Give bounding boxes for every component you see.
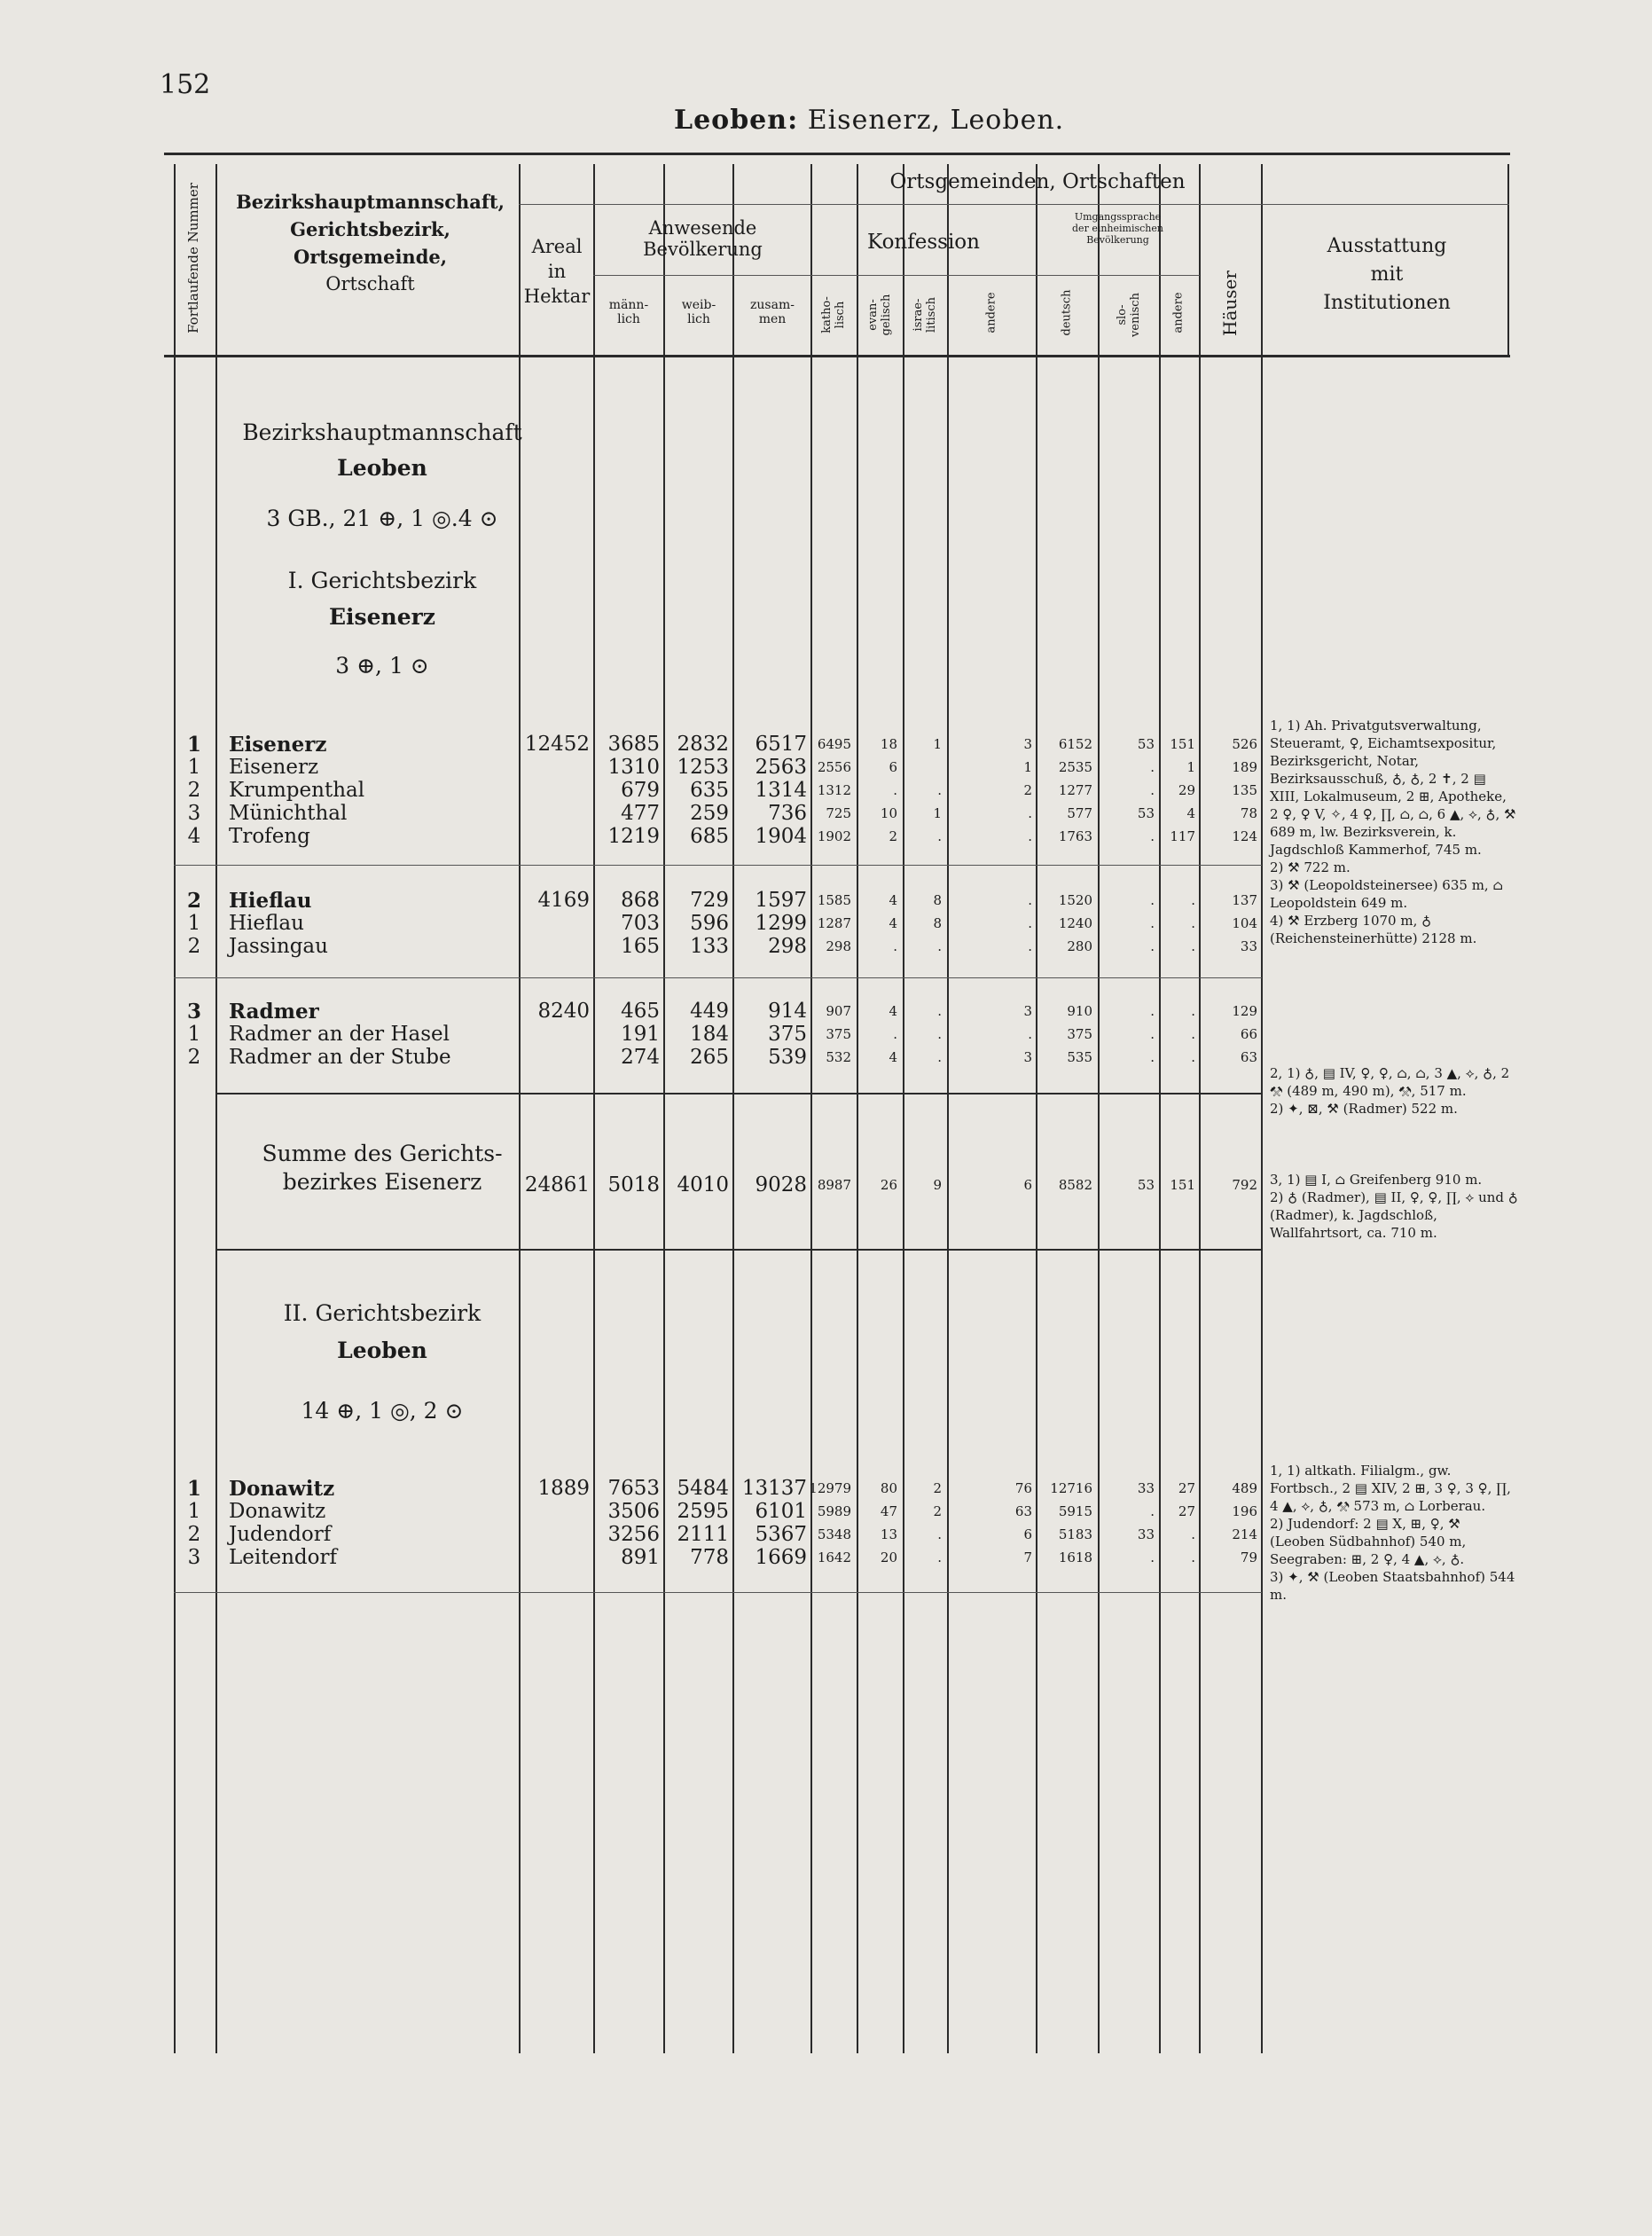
place-name: Radmer an der Stube bbox=[229, 1046, 451, 1069]
institutions-block-3: 3, 1) ▤ I, ⌂ Greifenberg 910 m. 2) ♁ (Radmer), ▤ II, ♀, ♀, ∏, ⟡ und ♁ (Radmer), k. Jagdschloß, Wallfahrtsort, ca. 710 m. bbox=[1270, 1172, 1518, 1241]
header-haeuser: Häuser bbox=[1219, 271, 1241, 336]
cell-areal: 24861 bbox=[524, 1173, 590, 1196]
gb2-title: II. Gerichtsbezirk bbox=[283, 1300, 482, 1326]
cell-and2: . bbox=[1191, 1526, 1195, 1542]
gb2-name: Leoben bbox=[337, 1338, 427, 1363]
col-rule bbox=[215, 164, 217, 2053]
col-rule bbox=[903, 164, 904, 2053]
cell-isr: 8 bbox=[933, 915, 942, 931]
header-bezirk-line4: Ortschaft bbox=[325, 273, 415, 294]
cell-w: 4010 bbox=[677, 1173, 729, 1196]
cell-w: 596 bbox=[690, 912, 729, 935]
cell-de: 12716 bbox=[1050, 1480, 1092, 1496]
header-katholisch: katho- lisch bbox=[820, 296, 847, 333]
row-number: 1 bbox=[187, 756, 201, 779]
header-andere2: andere bbox=[1171, 292, 1186, 333]
cell-isr: 1 bbox=[933, 805, 942, 821]
cell-kath: 298 bbox=[826, 938, 851, 954]
cell-kath: 12979 bbox=[809, 1480, 851, 1496]
cell-m: 1310 bbox=[607, 756, 660, 779]
cell-h: 189 bbox=[1232, 759, 1257, 775]
cell-h: 104 bbox=[1232, 915, 1257, 931]
cell-areal: 4169 bbox=[537, 889, 590, 912]
cell-isr: . bbox=[937, 782, 942, 798]
cell-slo: . bbox=[1150, 915, 1155, 931]
cell-z: 375 bbox=[768, 1023, 807, 1046]
cell-w: 635 bbox=[690, 779, 729, 802]
cell-and: 76 bbox=[1014, 1480, 1032, 1496]
header-zusammen: zusam- men bbox=[750, 298, 795, 327]
cell-slo: . bbox=[1150, 759, 1155, 775]
running-head bbox=[674, 105, 1064, 136]
col-rule bbox=[732, 164, 734, 2053]
cell-ev: 4 bbox=[889, 1049, 897, 1065]
cell-ev: 20 bbox=[880, 1550, 897, 1565]
cell-slo: . bbox=[1150, 1003, 1155, 1019]
cell-isr: . bbox=[937, 1526, 942, 1542]
cell-kath: 5348 bbox=[817, 1526, 851, 1542]
cell-and2: 151 bbox=[1170, 1177, 1195, 1193]
col-rule bbox=[593, 164, 595, 2053]
cell-ev: . bbox=[893, 938, 897, 954]
cell-kath: 1287 bbox=[817, 915, 851, 931]
cell-de: 2535 bbox=[1058, 759, 1092, 775]
cell-kath: 5989 bbox=[817, 1503, 851, 1519]
bh-name: Leoben bbox=[337, 455, 427, 481]
row-number: 4 bbox=[187, 825, 201, 848]
cell-de: 577 bbox=[1067, 805, 1092, 821]
cell-slo: . bbox=[1150, 1026, 1155, 1042]
header-slovenisch: slo- venisch bbox=[1116, 293, 1142, 337]
cell-and: 3 bbox=[1023, 1003, 1032, 1019]
cell-h: 63 bbox=[1240, 1049, 1257, 1065]
cell-de: 1763 bbox=[1058, 828, 1092, 844]
cell-z: 1597 bbox=[755, 889, 807, 912]
cell-z: 1669 bbox=[755, 1546, 807, 1569]
header-bottom-rule bbox=[164, 355, 1510, 357]
cell-w: 184 bbox=[690, 1023, 729, 1046]
cell-and: . bbox=[1028, 805, 1032, 821]
row-number: 1 bbox=[186, 1477, 201, 1501]
cell-isr: 8 bbox=[933, 892, 942, 908]
cell-and2: 1 bbox=[1186, 759, 1195, 775]
cell-isr: . bbox=[937, 1049, 942, 1065]
row-number: 1 bbox=[187, 912, 201, 935]
cell-de: 1520 bbox=[1058, 892, 1092, 908]
cell-z: 914 bbox=[768, 1000, 807, 1023]
cell-isr: 2 bbox=[933, 1480, 942, 1496]
col-rule bbox=[1098, 164, 1100, 2053]
place-name: Donawitz bbox=[229, 1500, 326, 1523]
cell-h: 792 bbox=[1232, 1177, 1257, 1193]
cell-and2: 27 bbox=[1178, 1503, 1195, 1519]
col-rule bbox=[174, 164, 176, 2053]
cell-ev: 26 bbox=[880, 1177, 897, 1193]
bh-title: Bezirkshauptmannschaft bbox=[242, 420, 522, 445]
group-rule bbox=[174, 1592, 1262, 1593]
header-maennlich: männ- lich bbox=[608, 298, 649, 327]
cell-w: 449 bbox=[690, 1000, 729, 1023]
cell-and: 6 bbox=[1023, 1177, 1032, 1193]
cell-m: 3685 bbox=[607, 733, 660, 756]
cell-slo: . bbox=[1150, 782, 1155, 798]
cell-ev: 6 bbox=[889, 759, 897, 775]
header-fortlaufende: Fortlaufende Nummer bbox=[185, 183, 201, 333]
cell-ev: 80 bbox=[880, 1480, 897, 1496]
cell-and2: . bbox=[1191, 1003, 1195, 1019]
cell-w: 265 bbox=[690, 1046, 729, 1069]
header-andere1: andere bbox=[984, 292, 998, 333]
row-number: 1 bbox=[187, 1500, 201, 1523]
col-rule bbox=[663, 164, 665, 2053]
cell-m: 3256 bbox=[607, 1523, 660, 1546]
cell-and2: 151 bbox=[1170, 736, 1195, 752]
cell-z: 6517 bbox=[755, 733, 807, 756]
row-number: 2 bbox=[187, 779, 201, 802]
cell-h: 66 bbox=[1240, 1026, 1257, 1042]
row-number: 3 bbox=[187, 802, 201, 825]
header-evangelisch: evan- gelisch bbox=[866, 294, 893, 336]
group-rule bbox=[174, 865, 1262, 866]
header-rule bbox=[519, 204, 1509, 205]
cell-and2: 29 bbox=[1178, 782, 1195, 798]
cell-m: 868 bbox=[621, 889, 660, 912]
cell-and2: . bbox=[1191, 1049, 1195, 1065]
col-rule bbox=[1261, 164, 1263, 2053]
page-number: 152 bbox=[160, 69, 211, 100]
cell-h: 129 bbox=[1232, 1003, 1257, 1019]
cell-z: 9028 bbox=[755, 1173, 807, 1196]
cell-h: 79 bbox=[1240, 1550, 1257, 1565]
cell-h: 124 bbox=[1232, 828, 1257, 844]
header-umgangssprache: Umgangssprache der einheimischen Bevölkerung bbox=[1072, 211, 1163, 246]
cell-and2: . bbox=[1191, 915, 1195, 931]
cell-m: 274 bbox=[621, 1046, 660, 1069]
col-rule bbox=[810, 164, 812, 2053]
cell-z: 5367 bbox=[755, 1523, 807, 1546]
cell-slo: 53 bbox=[1137, 805, 1155, 821]
cell-kath: 1585 bbox=[817, 892, 851, 908]
header-israelitisch: israe- litisch bbox=[912, 296, 938, 333]
cell-slo: . bbox=[1150, 938, 1155, 954]
cell-m: 5018 bbox=[607, 1173, 660, 1196]
col-rule bbox=[1159, 164, 1161, 2053]
row-number: 1 bbox=[187, 1023, 201, 1046]
cell-w: 778 bbox=[690, 1546, 729, 1569]
cell-z: 2563 bbox=[755, 756, 807, 779]
cell-ev: . bbox=[893, 1026, 897, 1042]
cell-and2: . bbox=[1191, 1550, 1195, 1565]
institutions-block-4: 1, 1) altkath. Filialgm., gw. Fortbsch., 2 ▤ XIV, 2 ⊞, 3 ♀, 3 ♀, ∏, 4 ▲, ⟡, ♁, ⚒ 573 m, ⌂ Lorberau. 2) Judendorf: 2 ▤ X, ⊞, ♀, ⚒ (Leoben Südbahnhof) 540 m, Seegraben: ⊞, 2 ♀, 4 ▲, ⟡, ♁. 3) ✦, ⚒ (Leoben Staatsbahnhof) 544 m. bbox=[1270, 1463, 1515, 1603]
header-deutsch: deutsch bbox=[1060, 289, 1074, 336]
cell-kath: 375 bbox=[826, 1026, 851, 1042]
cell-isr: . bbox=[937, 828, 942, 844]
cell-w: 259 bbox=[690, 802, 729, 825]
institutions-block-1: 1, 1) Ah. Privatgutsverwaltung, Steueramt, ♀, Eichamtsexpositur, Bezirksgericht, Notar, Bezirksausschuß, ♁, ♁, 2 ✝, 2 ▤ XIII, Lokalmuseum, 2 ⊞, Apotheke, 2 ♀, ♀ V, ✧, 4 ♀, ∏, ⌂, ⌂, 6 ▲, ⟡, ♁, ⚒ 689 m, lw. Bezirksverein, k. Jagdschloß Kammerhof, 745 m. 2) ⚒ 722 m. 3) ⚒ (Leopoldsteinersee) 635 m, ⌂ Leopoldstein 649 m. 4) ⚒ Erzberg 1070 m, ♁ (Reichensteinerhütte) 2128 m. bbox=[1270, 718, 1516, 946]
place-name: Münichthal bbox=[229, 802, 348, 825]
header-ortsgemeinden: Ortsgemeinden, Ortschaften bbox=[889, 170, 1186, 193]
header-rule bbox=[810, 275, 1037, 276]
cell-z: 298 bbox=[768, 935, 807, 958]
header-bezirk-line3: Ortsgemeinde, bbox=[293, 246, 448, 268]
cell-h: 137 bbox=[1232, 892, 1257, 908]
gb1-name: Eisenerz bbox=[329, 604, 435, 630]
cell-de: 535 bbox=[1067, 1049, 1092, 1065]
cell-slo: 33 bbox=[1137, 1526, 1155, 1542]
cell-z: 1314 bbox=[755, 779, 807, 802]
cell-de: 375 bbox=[1067, 1026, 1092, 1042]
place-name: Leitendorf bbox=[229, 1546, 337, 1569]
cell-slo: 33 bbox=[1137, 1480, 1155, 1496]
cell-z: 1904 bbox=[755, 825, 807, 848]
col-rule bbox=[1199, 164, 1201, 2053]
cell-slo: . bbox=[1150, 892, 1155, 908]
summe-line2: bezirkes Eisenerz bbox=[282, 1169, 482, 1195]
cell-h: 526 bbox=[1232, 736, 1257, 752]
cell-m: 703 bbox=[621, 912, 660, 935]
cell-m: 891 bbox=[621, 1546, 660, 1569]
col-rule bbox=[519, 164, 521, 2053]
place-name: Eisenerz bbox=[229, 756, 319, 779]
cell-w: 2111 bbox=[677, 1523, 729, 1546]
cell-de: 6152 bbox=[1058, 736, 1092, 752]
cell-m: 1219 bbox=[607, 825, 660, 848]
cell-de: 5183 bbox=[1058, 1526, 1092, 1542]
group-rule bbox=[174, 977, 1262, 978]
cell-kath: 1642 bbox=[817, 1550, 851, 1565]
cell-isr: . bbox=[937, 1550, 942, 1565]
place-name: Hieflau bbox=[229, 912, 304, 935]
cell-and2: . bbox=[1191, 938, 1195, 954]
cell-ev: . bbox=[893, 782, 897, 798]
cell-h: 489 bbox=[1232, 1480, 1257, 1496]
header-konfession: Konfession bbox=[867, 231, 980, 254]
cell-h: 196 bbox=[1232, 1503, 1257, 1519]
header-rule bbox=[593, 275, 811, 276]
table-row bbox=[0, 1000, 1652, 1024]
cell-and: 3 bbox=[1023, 1049, 1032, 1065]
cell-slo: 53 bbox=[1137, 736, 1155, 752]
cell-kath: 725 bbox=[826, 805, 851, 821]
cell-ev: 13 bbox=[880, 1526, 897, 1542]
cell-and: 3 bbox=[1023, 736, 1032, 752]
place-name: Radmer an der Hasel bbox=[229, 1023, 450, 1046]
cell-w: 1253 bbox=[677, 756, 729, 779]
cell-isr: 1 bbox=[933, 736, 942, 752]
cell-and: . bbox=[1028, 828, 1032, 844]
table-row bbox=[0, 1023, 1652, 1047]
row-number: 2 bbox=[187, 935, 201, 958]
running-head-bold: Leoben: bbox=[674, 105, 799, 136]
cell-and: . bbox=[1028, 915, 1032, 931]
cell-and: 2 bbox=[1023, 782, 1032, 798]
cell-and2: . bbox=[1191, 1026, 1195, 1042]
place-name: Trofeng bbox=[229, 825, 310, 848]
place-name: Eisenerz bbox=[229, 733, 327, 757]
gb1-summary: 3 ⊕, 1 ⊙ bbox=[335, 653, 429, 679]
cell-and: . bbox=[1028, 938, 1032, 954]
place-name: Donawitz bbox=[229, 1477, 335, 1501]
summe-line1: Summe des Gerichts- bbox=[262, 1141, 503, 1166]
cell-m: 7653 bbox=[607, 1477, 660, 1500]
cell-isr: . bbox=[937, 1026, 942, 1042]
gb1-title: I. Gerichtsbezirk bbox=[287, 568, 477, 593]
place-name: Jassingau bbox=[229, 935, 328, 958]
running-head-rest: Eisenerz, Leoben. bbox=[807, 105, 1065, 136]
header-weiblich: weib- lich bbox=[681, 298, 716, 327]
cell-and2: 27 bbox=[1178, 1480, 1195, 1496]
cell-ev: 4 bbox=[889, 892, 897, 908]
cell-z: 13137 bbox=[741, 1477, 807, 1500]
cell-kath: 2556 bbox=[817, 759, 851, 775]
cell-and: 6 bbox=[1023, 1526, 1032, 1542]
group-rule bbox=[215, 1249, 1262, 1251]
cell-ev: 18 bbox=[880, 736, 897, 752]
table-top-rule bbox=[164, 153, 1510, 155]
institutions-block-2: 2, 1) ♁, ▤ IV, ♀, ♀, ⌂, ⌂, 3 ▲, ⟡, ♁, 2 ⚒ (489 m, 490 m), ⚒, 517 m. 2) ✦, ⊠, ⚒ (Radmer) 522 m. bbox=[1270, 1065, 1510, 1117]
header-bezirk-line2: Gerichtsbezirk, bbox=[290, 218, 450, 240]
cell-de: 1277 bbox=[1058, 782, 1092, 798]
place-name: Krumpenthal bbox=[229, 779, 365, 802]
cell-isr: . bbox=[937, 1003, 942, 1019]
cell-h: 214 bbox=[1232, 1526, 1257, 1542]
cell-ev: 47 bbox=[880, 1503, 897, 1519]
cell-de: 8582 bbox=[1058, 1177, 1092, 1193]
cell-and: 1 bbox=[1023, 759, 1032, 775]
cell-kath: 6495 bbox=[817, 736, 851, 752]
cell-w: 2595 bbox=[677, 1500, 729, 1523]
cell-w: 2832 bbox=[677, 733, 729, 756]
group-rule bbox=[215, 1093, 1262, 1094]
header-bezirk-line1: Bezirkshauptmannschaft, bbox=[236, 191, 505, 213]
cell-z: 539 bbox=[768, 1046, 807, 1069]
cell-and: 63 bbox=[1014, 1503, 1032, 1519]
cell-slo: . bbox=[1150, 1049, 1155, 1065]
cell-slo: . bbox=[1150, 1503, 1155, 1519]
header-ausstattung: Ausstattung mit Institutionen bbox=[1323, 235, 1451, 314]
cell-and2: 4 bbox=[1186, 805, 1195, 821]
cell-kath: 1312 bbox=[817, 782, 851, 798]
cell-slo: . bbox=[1150, 1550, 1155, 1565]
cell-kath: 532 bbox=[826, 1049, 851, 1065]
cell-kath: 907 bbox=[826, 1003, 851, 1019]
cell-and: . bbox=[1028, 1026, 1032, 1042]
cell-areal: 12452 bbox=[524, 733, 590, 756]
cell-h: 135 bbox=[1232, 782, 1257, 798]
place-name: Hieflau bbox=[229, 889, 312, 913]
cell-z: 736 bbox=[768, 802, 807, 825]
cell-ev: 4 bbox=[889, 1003, 897, 1019]
cell-m: 3506 bbox=[607, 1500, 660, 1523]
cell-de: 1618 bbox=[1058, 1550, 1092, 1565]
header-areal: Areal in Hektar bbox=[523, 236, 591, 307]
cell-ev: 2 bbox=[889, 828, 897, 844]
cell-ev: 10 bbox=[880, 805, 897, 821]
cell-m: 679 bbox=[621, 779, 660, 802]
row-number: 2 bbox=[186, 889, 201, 913]
place-name: Radmer bbox=[229, 1000, 319, 1024]
cell-z: 1299 bbox=[755, 912, 807, 935]
cell-m: 477 bbox=[621, 802, 660, 825]
col-rule bbox=[947, 164, 949, 2053]
cell-de: 1240 bbox=[1058, 915, 1092, 931]
row-number: 3 bbox=[187, 1546, 201, 1569]
cell-ev: 4 bbox=[889, 915, 897, 931]
cell-z: 6101 bbox=[755, 1500, 807, 1523]
cell-isr: 2 bbox=[933, 1503, 942, 1519]
cell-h: 33 bbox=[1240, 938, 1257, 954]
row-number: 2 bbox=[187, 1523, 201, 1546]
cell-m: 191 bbox=[621, 1023, 660, 1046]
cell-slo: . bbox=[1150, 828, 1155, 844]
cell-and: . bbox=[1028, 892, 1032, 908]
cell-isr: 9 bbox=[933, 1177, 942, 1193]
cell-and2: 117 bbox=[1170, 828, 1195, 844]
cell-kath: 8987 bbox=[817, 1177, 851, 1193]
cell-de: 280 bbox=[1067, 938, 1092, 954]
cell-m: 165 bbox=[621, 935, 660, 958]
cell-kath: 1902 bbox=[817, 828, 851, 844]
col-rule bbox=[1036, 164, 1037, 2053]
cell-w: 685 bbox=[690, 825, 729, 848]
header-anwesende: Anwesende Bevölkerung bbox=[643, 217, 763, 261]
cell-isr: . bbox=[937, 938, 942, 954]
cell-areal: 8240 bbox=[537, 1000, 590, 1023]
header-rule bbox=[1036, 275, 1200, 276]
bh-summary: 3 GB., 21 ⊕, 1 ◎.4 ⊙ bbox=[266, 506, 498, 531]
cell-de: 5915 bbox=[1058, 1503, 1092, 1519]
row-number: 1 bbox=[186, 733, 201, 757]
cell-m: 465 bbox=[621, 1000, 660, 1023]
row-number: 3 bbox=[186, 1000, 201, 1024]
cell-h: 78 bbox=[1240, 805, 1257, 821]
cell-de: 910 bbox=[1067, 1003, 1092, 1019]
cell-and: 7 bbox=[1023, 1550, 1032, 1565]
cell-slo: 53 bbox=[1137, 1177, 1155, 1193]
cell-and2: . bbox=[1191, 892, 1195, 908]
col-rule bbox=[857, 164, 858, 2053]
row-number: 2 bbox=[187, 1046, 201, 1069]
place-name: Judendorf bbox=[229, 1523, 332, 1546]
cell-w: 5484 bbox=[677, 1477, 729, 1500]
cell-areal: 1889 bbox=[537, 1477, 590, 1500]
cell-w: 133 bbox=[690, 935, 729, 958]
gb2-summary: 14 ⊕, 1 ◎, 2 ⊙ bbox=[301, 1398, 464, 1424]
header-bezirk bbox=[222, 188, 519, 298]
cell-w: 729 bbox=[690, 889, 729, 912]
